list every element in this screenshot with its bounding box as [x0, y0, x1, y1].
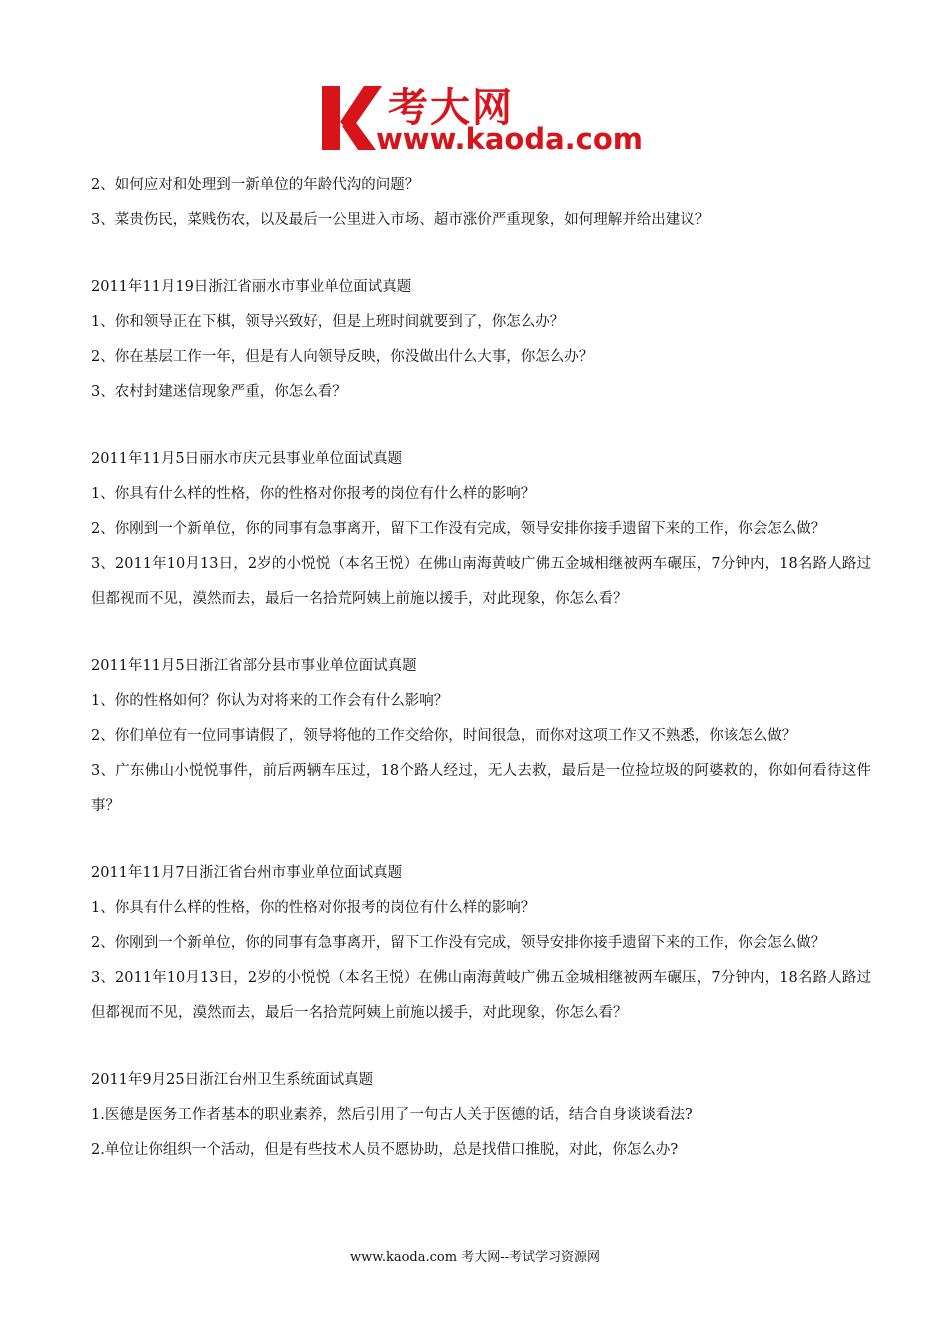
question: 1、你和领导正在下棋，领导兴致好，但是上班时间就要到了，你怎么办？ [91, 314, 565, 330]
intro-item: 2、如何应对和处理到一新单位的年龄代沟的问题？ [91, 177, 420, 193]
section-title: 2011年11月19日浙江省丽水市事业单位面试真题 [91, 279, 412, 295]
logo-k-icon [318, 82, 384, 154]
question: 2、你刚到一个新单位，你的同事有急事离开，留下工作没有完成，领导安排你接手遗留下来的工作，你会怎么做？ [91, 521, 826, 537]
site-logo [318, 78, 643, 160]
question: 1、你具有什么样的性格，你的性格对你报考的岗位有什么样的影响？ [91, 900, 536, 916]
intro-item: 3、菜贵伤民，菜贱伤农，以及最后一公里进入市场、超市涨价严重现象，如何理解并给出建议？ [91, 212, 710, 228]
logo-url: www.kaoda.com [376, 122, 643, 156]
logo-name: 考大网 [388, 85, 514, 131]
question: 2、你在基层工作一年，但是有人向领导反映，你没做出什么大事，你怎么办？ [91, 349, 594, 365]
section [91, 1063, 871, 1168]
question: 1、你具有什么样的性格，你的性格对你报考的岗位有什么样的影响？ [91, 486, 536, 502]
document-body [91, 168, 871, 1168]
question: 1、你的性格如何？你认为对将来的工作会有什么影响？ [91, 693, 449, 709]
section-title: 2011年11月5日丽水市庆元县事业单位面试真题 [91, 451, 403, 467]
section [91, 442, 871, 617]
section-title: 2011年11月7日浙江省台州市事业单位面试真题 [91, 865, 403, 881]
question: 2、你刚到一个新单位，你的同事有急事离开，留下工作没有完成，领导安排你接手遗留下来的工作，你会怎么做？ [91, 935, 826, 951]
question: 1.医德是医务工作者基本的职业素养，然后引用了一句古人关于医德的话，结合自身谈谈看法? [91, 1107, 693, 1123]
section [91, 270, 871, 410]
section [91, 856, 871, 1031]
question: 2.单位让你组织一个活动，但是有些技术人员不愿协助，总是找借口推脱，对此，你怎么办? [91, 1142, 679, 1158]
section-title: 2011年11月5日浙江省部分县市事业单位面试真题 [91, 658, 417, 674]
question: 3、2011年10月13日，2岁的小悦悦（本名王悦）在佛山南海黄岐广佛五金城相继被两车碾压，7分钟内，18名路人路过但都视而不见，漠然而去，最后一名拾荒阿姨上前施以援手，对此现象，你怎么看？ [91, 556, 871, 607]
page-footer: www.kaoda.com 考大网--考试学习资源网 [350, 1250, 600, 1265]
section [91, 649, 871, 824]
section-title: 2011年9月25日浙江台州卫生系统面试真题 [91, 1072, 374, 1088]
question: 3、广东佛山小悦悦事件，前后两辆车压过，18个路人经过，无人去救，最后是一位捡垃圾的阿婆救的，你如何看待这件事？ [91, 763, 871, 814]
question: 3、农村封建迷信现象严重，你怎么看？ [91, 384, 347, 400]
question: 3、2011年10月13日，2岁的小悦悦（本名王悦）在佛山南海黄岐广佛五金城相继被两车碾压，7分钟内，18名路人路过但都视而不见，漠然而去，最后一名拾荒阿姨上前施以援手，对此现象，你怎么看？ [91, 970, 871, 1021]
question: 2、你们单位有一位同事请假了，领导将他的工作交给你，时间很急，而你对这项工作又不熟悉，你该怎么做？ [91, 728, 797, 744]
